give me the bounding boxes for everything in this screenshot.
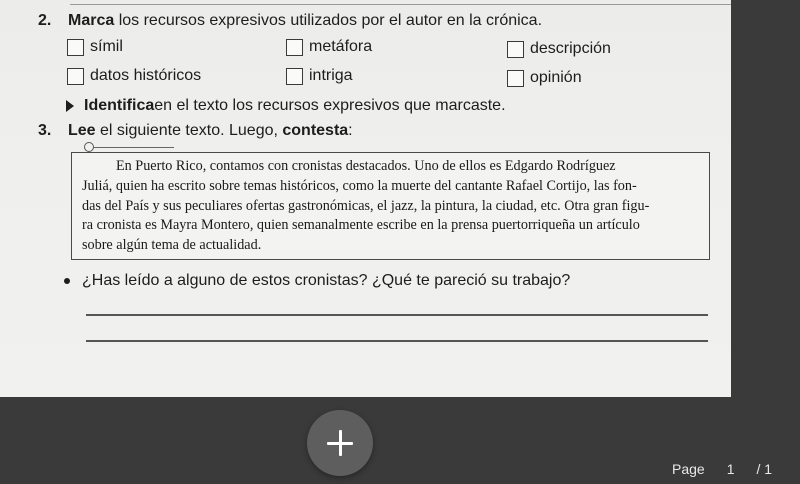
checkbox-opinion bbox=[507, 70, 524, 87]
question-2-instruction bbox=[66, 97, 506, 115]
plus-icon bbox=[327, 430, 353, 456]
page-indicator bbox=[672, 461, 772, 477]
passage-line: ra cronista es Mayra Montero, quien semanalmente escribe en la prensa puertorriqueña un artículo bbox=[82, 217, 640, 234]
option-intriga-label: intriga bbox=[309, 67, 353, 84]
question-2-lead: Marca bbox=[68, 12, 115, 29]
option-descripcion-label: descripción bbox=[530, 40, 611, 57]
checkbox-descripcion bbox=[507, 41, 524, 58]
option-opinion bbox=[507, 69, 582, 87]
current-page: 1 bbox=[726, 461, 735, 477]
question-2-text: los recursos expresivos utilizados por el autor en la crónica. bbox=[114, 12, 543, 29]
triangle-bullet-icon bbox=[66, 100, 74, 112]
question-2-number: 2. bbox=[38, 12, 52, 29]
passage-line: Juliá, quien ha escrito sobre temas históricos, como la muerte del cantante Rafael Cortijo, las fon- bbox=[82, 177, 637, 194]
page-top-rule bbox=[70, 4, 731, 5]
reading-passage bbox=[71, 152, 710, 260]
question-2-heading bbox=[38, 12, 542, 30]
question-3-lead: Lee bbox=[68, 122, 96, 139]
checkbox-simil bbox=[67, 39, 84, 56]
checkbox-metafora bbox=[286, 39, 303, 56]
option-opinion-label: opinión bbox=[530, 69, 582, 86]
bullet-dot-icon bbox=[64, 278, 70, 284]
passage-line: En Puerto Rico, contamos con cronistas destacados. Uno de ellos es Edgardo Rodríguez bbox=[116, 158, 616, 174]
question-3-number: 3. bbox=[38, 122, 52, 139]
question-3-text: el siguiente texto. Luego, bbox=[95, 122, 283, 139]
checkbox-intriga bbox=[286, 68, 303, 85]
option-datos-historicos-label: datos históricos bbox=[90, 67, 202, 84]
option-descripcion bbox=[507, 40, 611, 58]
checkbox-datos-historicos bbox=[67, 68, 84, 85]
followup-question bbox=[64, 272, 570, 290]
passage-line: sobre algún tema de actualidad. bbox=[82, 237, 262, 254]
passage-tab-icon bbox=[84, 142, 94, 152]
question-3-verb: contesta bbox=[282, 122, 349, 139]
question-3-heading bbox=[38, 122, 353, 140]
instruction-text: en el texto los recursos expresivos que marcaste. bbox=[154, 97, 506, 114]
option-datos-historicos bbox=[67, 67, 201, 85]
option-simil bbox=[67, 38, 123, 56]
passage-line: das del País y sus peculiares ofertas gastronómicas, el jazz, la pintura, la ciudad, etc. Otra gran figu- bbox=[82, 197, 650, 214]
option-intriga bbox=[286, 67, 353, 85]
answer-line bbox=[86, 340, 708, 342]
followup-question-text: ¿Has leído a alguno de estos cronistas? ¿Qué te pareció su trabajo? bbox=[82, 272, 571, 289]
add-button[interactable] bbox=[307, 410, 373, 476]
question-3-colon: : bbox=[348, 122, 353, 139]
total-pages: / 1 bbox=[756, 461, 773, 477]
option-simil-label: símil bbox=[90, 38, 123, 55]
option-metafora-label: metáfora bbox=[309, 38, 373, 55]
passage-tab-line bbox=[94, 147, 174, 148]
answer-line bbox=[86, 314, 708, 316]
option-metafora bbox=[286, 38, 372, 56]
page-label: Page bbox=[672, 461, 705, 477]
instruction-lead: Identifica bbox=[84, 97, 155, 114]
